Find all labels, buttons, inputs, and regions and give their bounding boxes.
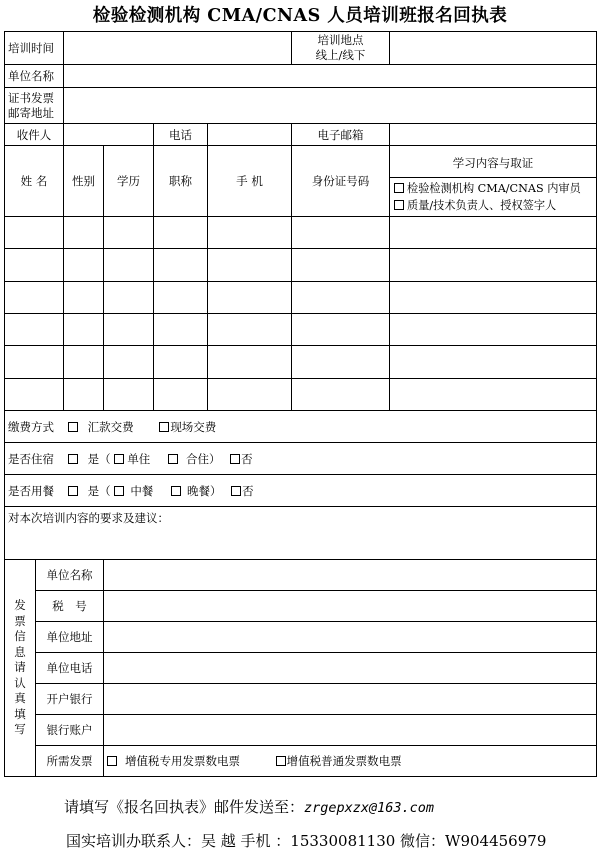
participant-title-cell[interactable]	[154, 314, 208, 346]
participant-name-cell[interactable]	[5, 346, 64, 379]
participant-id-cell[interactable]	[292, 217, 390, 249]
payment-row	[5, 411, 597, 443]
participant-title-cell[interactable]	[154, 249, 208, 282]
col-header-mobile: 手 机	[208, 146, 292, 217]
suggestions-label: 对本次培训内容的要求及建议：	[8, 511, 169, 525]
participant-mobile-cell[interactable]	[208, 282, 292, 314]
participant-title-cell[interactable]	[154, 346, 208, 379]
accommodation-shared[interactable]: 合住）	[168, 451, 221, 467]
payment-label: 缴费方式	[8, 419, 54, 434]
participant-mobile-cell[interactable]	[208, 217, 292, 249]
invoice-type-options	[104, 746, 597, 777]
accommodation-no[interactable]: 否	[230, 451, 253, 467]
checkbox-icon	[394, 200, 404, 210]
participant-id-cell[interactable]	[292, 314, 390, 346]
payment-option-onsite[interactable]: 现场交费	[159, 419, 216, 435]
payment-option-transfer[interactable]: 汇款交费	[68, 419, 134, 435]
invoice-type-label: 所需发票	[36, 746, 104, 777]
invoice-company-name-label: 单位名称	[36, 560, 104, 591]
checkbox-icon	[171, 486, 181, 496]
participant-title-cell[interactable]	[154, 217, 208, 249]
participant-title-cell[interactable]	[154, 282, 208, 314]
training-location-label: 培训地点 线上/线下	[292, 32, 390, 65]
checkbox-icon	[231, 486, 241, 496]
invoice-account-field[interactable]	[104, 715, 597, 746]
meals-dinner[interactable]: 晚餐）	[171, 483, 222, 499]
training-location-field[interactable]	[390, 32, 597, 65]
participant-name-cell[interactable]	[5, 217, 64, 249]
invoice-account-label: 银行账户	[36, 715, 104, 746]
invoice-bank-label: 开户银行	[36, 684, 104, 715]
invoice-company-name-field[interactable]	[104, 560, 597, 591]
send-instruction	[64, 796, 434, 817]
participant-row	[5, 379, 597, 411]
checkbox-icon	[168, 454, 178, 464]
invoice-phone-label: 单位电话	[36, 653, 104, 684]
participant-study-cell[interactable]	[390, 282, 597, 314]
recipient-field[interactable]	[64, 124, 154, 146]
participant-name-cell[interactable]	[5, 314, 64, 346]
checkbox-icon	[107, 756, 117, 766]
checkbox-icon	[68, 422, 78, 432]
training-time-label: 培训时间	[5, 32, 64, 65]
email-label: 电子邮箱	[292, 124, 390, 146]
participant-gender-cell[interactable]	[64, 314, 104, 346]
participant-id-cell[interactable]	[292, 249, 390, 282]
invoice-bank-field[interactable]	[104, 684, 597, 715]
checkbox-icon	[68, 486, 78, 496]
company-name-label: 单位名称	[5, 65, 64, 88]
participant-mobile-cell[interactable]	[208, 249, 292, 282]
email-field[interactable]	[390, 124, 597, 146]
participant-mobile-cell[interactable]	[208, 314, 292, 346]
participant-id-cell[interactable]	[292, 282, 390, 314]
suggestions-field[interactable]	[5, 507, 597, 560]
participant-study-cell[interactable]	[390, 379, 597, 411]
invoice-phone-field[interactable]	[104, 653, 597, 684]
participant-education-cell[interactable]	[104, 379, 154, 411]
training-time-field[interactable]	[64, 32, 292, 65]
participant-row	[5, 282, 597, 314]
participant-mobile-cell[interactable]	[208, 379, 292, 411]
study-header-label: 学习内容与取证	[390, 146, 596, 178]
invoice-tax-id-field[interactable]	[104, 591, 597, 622]
col-header-gender: 性别	[64, 146, 104, 217]
registration-form	[4, 31, 597, 777]
participant-name-cell[interactable]	[5, 249, 64, 282]
participant-name-cell[interactable]	[5, 379, 64, 411]
participant-education-cell[interactable]	[104, 282, 154, 314]
invoice-type-general[interactable]: 增值税普通发票数电票	[276, 753, 402, 769]
meals-yes[interactable]: 是（	[68, 483, 111, 499]
col-header-education: 学历	[104, 146, 154, 217]
phone-field[interactable]	[208, 124, 292, 146]
study-option-quality-manager[interactable]: 质量/技术负责人、授权签字人	[394, 197, 592, 214]
invoice-address-label: 单位地址	[36, 622, 104, 653]
mailing-address-field[interactable]	[64, 88, 597, 124]
form-title: 检验检测机构 CMA/CNAS 人员培训班报名回执表	[92, 6, 508, 26]
invoice-side-label: 发 票 信 息 请 认 真 填 写	[5, 560, 36, 777]
col-header-title: 职称	[154, 146, 208, 217]
checkbox-icon	[114, 486, 124, 496]
recipient-label: 收件人	[5, 124, 64, 146]
mailing-address-label: 证书发票 邮寄地址	[5, 88, 64, 124]
checkbox-icon	[230, 454, 240, 464]
col-header-id-number: 身份证号码	[292, 146, 390, 217]
checkbox-icon	[114, 454, 124, 464]
participant-gender-cell[interactable]	[64, 282, 104, 314]
participant-title-cell[interactable]	[154, 379, 208, 411]
participant-gender-cell[interactable]	[64, 346, 104, 379]
participant-education-cell[interactable]	[104, 249, 154, 282]
participant-gender-cell[interactable]	[64, 379, 104, 411]
participant-name-cell[interactable]	[5, 282, 64, 314]
participant-study-cell[interactable]	[390, 249, 597, 282]
checkbox-icon	[159, 422, 169, 432]
company-name-field[interactable]	[64, 65, 597, 88]
checkbox-icon	[68, 454, 78, 464]
send-instruction-text: 请填写《报名回执表》邮件发送至：	[64, 798, 305, 816]
participant-study-cell[interactable]	[390, 346, 597, 379]
accommodation-label: 是否住宿	[8, 451, 54, 466]
accommodation-row	[5, 443, 597, 475]
send-email-link[interactable]: zrgepxzx@163.com	[304, 800, 435, 816]
col-header-study	[390, 146, 597, 217]
participant-row	[5, 217, 597, 249]
meals-no[interactable]: 否	[231, 483, 254, 499]
participant-education-cell[interactable]	[104, 314, 154, 346]
participant-gender-cell[interactable]	[64, 249, 104, 282]
checkbox-icon	[394, 183, 404, 193]
invoice-type-special[interactable]: 增值税专用发票数电票	[107, 753, 240, 769]
accommodation-yes[interactable]: 是（	[68, 451, 111, 467]
participant-study-cell[interactable]	[390, 314, 597, 346]
col-header-name: 姓 名	[5, 146, 64, 217]
participant-id-cell[interactable]	[292, 379, 390, 411]
participant-mobile-cell[interactable]	[208, 346, 292, 379]
participant-row	[5, 314, 597, 346]
accommodation-single[interactable]: 单住	[114, 451, 150, 467]
meals-lunch[interactable]: 中餐	[114, 483, 153, 499]
participant-education-cell[interactable]	[104, 217, 154, 249]
participant-study-cell[interactable]	[390, 217, 597, 249]
meals-label: 是否用餐	[8, 483, 54, 498]
checkbox-icon	[276, 756, 286, 766]
participant-gender-cell[interactable]	[64, 217, 104, 249]
phone-label: 电话	[154, 124, 208, 146]
meals-row	[5, 475, 597, 507]
contact-info: 国实培训办联系人：吴 越 手机 ：15330081130 微信：W904456979	[66, 832, 547, 850]
participant-row	[5, 249, 597, 282]
invoice-address-field[interactable]	[104, 622, 597, 653]
participant-id-cell[interactable]	[292, 346, 390, 379]
participant-education-cell[interactable]	[104, 346, 154, 379]
invoice-tax-id-label: 税 号	[36, 591, 104, 622]
participant-row	[5, 346, 597, 379]
study-option-internal-auditor[interactable]: 检验检测机构 CMA/CNAS 内审员	[394, 180, 592, 197]
